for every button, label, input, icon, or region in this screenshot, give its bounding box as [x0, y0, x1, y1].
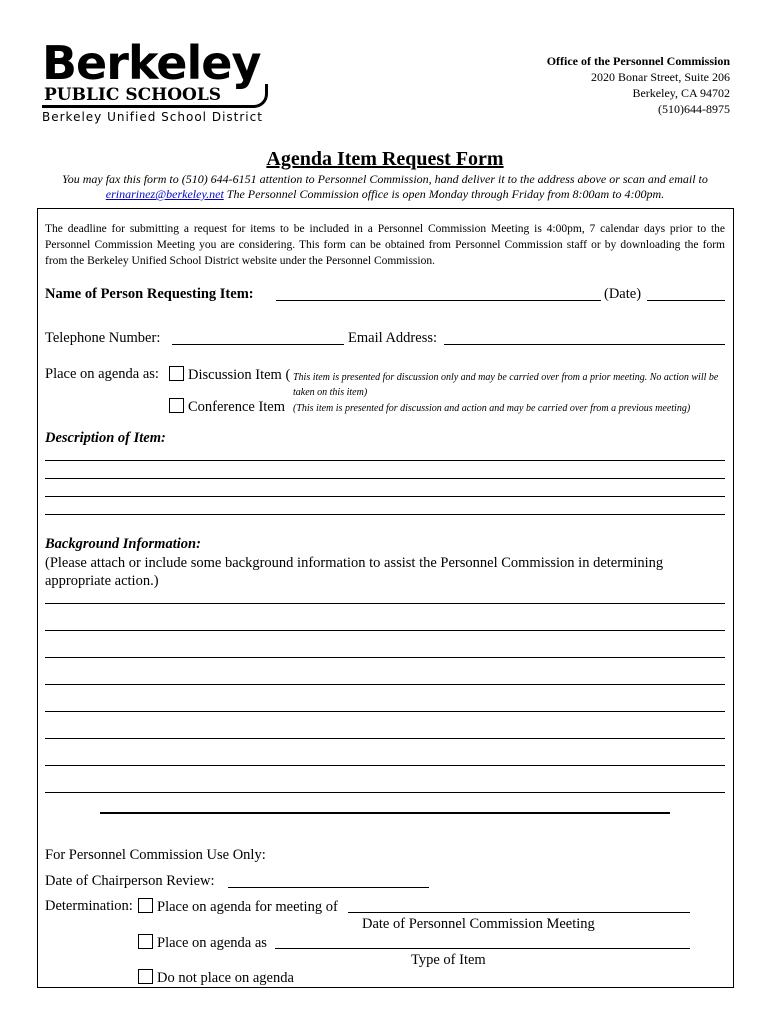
chair-review-label: Date of Chairperson Review: — [45, 873, 215, 889]
determination-option-reject[interactable] — [138, 969, 294, 987]
logo-subtitle: PUBLIC SCHOOLS — [44, 85, 222, 105]
description-heading: Description of Item: — [45, 430, 166, 446]
reject-label: Do not place on agenda — [157, 970, 294, 986]
meeting-date-field[interactable] — [348, 912, 690, 913]
determination-label: Determination: — [45, 898, 133, 914]
page-title: Agenda Item Request Form — [266, 148, 504, 170]
discussion-item-paren: ( — [285, 367, 291, 383]
conference-item-checkbox[interactable] — [169, 398, 184, 413]
item-type-caption: Type of Item — [411, 952, 486, 968]
discussion-item-checkbox[interactable] — [169, 366, 184, 381]
background-line[interactable] — [45, 657, 725, 658]
name-label: Name of Person Requesting Item: — [45, 286, 254, 302]
background-heading: Background Information: — [45, 536, 201, 552]
office-phone: (510)644-8975 — [658, 102, 730, 116]
conference-item-label: Conference Item — [188, 399, 286, 415]
background-instructions: (Please attach or include some background information to assist the Personnel Commission in determining appropriate action.) — [45, 555, 664, 589]
office-name: Office of the Personnel Commission — [546, 54, 730, 68]
determination-option-type[interactable] — [138, 934, 267, 952]
meeting-date-caption: Date of Personnel Commission Meeting — [362, 916, 595, 932]
email-field[interactable] — [444, 344, 725, 345]
chair-review-field[interactable] — [228, 887, 429, 888]
description-line[interactable] — [45, 460, 725, 461]
logo-name: Berkeley — [42, 36, 261, 90]
background-line[interactable] — [45, 711, 725, 712]
background-line[interactable] — [45, 792, 725, 793]
discussion-item-note: This item is presented for discussion only and may be carried over from a prior meeting. No action will be taken on this item) — [293, 372, 719, 398]
type-checkbox[interactable] — [138, 934, 153, 949]
description-line[interactable] — [45, 478, 725, 479]
background-line[interactable] — [45, 738, 725, 739]
discussion-item-option[interactable] — [169, 366, 290, 384]
intro-part1: You may fax this form to (510) 644-6151 attention to Personnel Commission, hand deliver it to the address above or scan and email to — [62, 172, 708, 186]
description-line[interactable] — [45, 496, 725, 497]
office-city: Berkeley, CA 94702 — [632, 86, 730, 100]
determination-option-meeting[interactable] — [138, 898, 338, 916]
telephone-field[interactable] — [172, 344, 344, 345]
place-on-agenda-label: Place on agenda as: — [45, 366, 159, 382]
logo-district: Berkeley Unified School District — [42, 110, 263, 124]
discussion-item-label: Discussion Item — [188, 367, 282, 383]
background-line[interactable] — [45, 765, 725, 766]
office-address — [547, 53, 730, 117]
email-link[interactable]: erinarinez@berkeley.net — [105, 187, 224, 201]
description-line[interactable] — [45, 514, 725, 515]
date-field[interactable] — [647, 300, 725, 301]
intro-text — [40, 172, 730, 202]
conference-item-option[interactable] — [169, 398, 285, 416]
section-divider — [100, 812, 670, 814]
background-line[interactable] — [45, 684, 725, 685]
name-field[interactable] — [276, 300, 601, 301]
telephone-label: Telephone Number: — [45, 330, 161, 346]
office-use-heading: For Personnel Commission Use Only: — [45, 847, 266, 863]
meeting-checkbox[interactable] — [138, 898, 153, 913]
conference-item-note: (This item is presented for discussion and action and may be carried over from a previous meeting) — [293, 403, 691, 414]
email-label: Email Address: — [348, 330, 438, 346]
background-line[interactable] — [45, 603, 725, 604]
type-label: Place on agenda as — [157, 935, 267, 951]
intro-part2: The Personnel Commission office is open Monday through Friday from 8:00am to 4:00pm. — [223, 187, 665, 201]
date-label: (Date) — [604, 286, 642, 302]
office-street: 2020 Bonar Street, Suite 206 — [591, 70, 730, 84]
reject-checkbox[interactable] — [138, 969, 153, 984]
meeting-label: Place on agenda for meeting of — [157, 899, 338, 915]
form-box — [37, 208, 734, 988]
deadline-text: The deadline for submitting a request for items to be included in a Personnel Commission Meeting is 4:00pm, 7 calendar days prior to the Personnel Commission Meeting you are considering. This form can be obtained from Personnel Commission staff or by downloading the form from the Berkeley Unified School District website under the Personnel Commission. — [45, 223, 725, 267]
item-type-field[interactable] — [275, 948, 690, 949]
background-line[interactable] — [45, 630, 725, 631]
